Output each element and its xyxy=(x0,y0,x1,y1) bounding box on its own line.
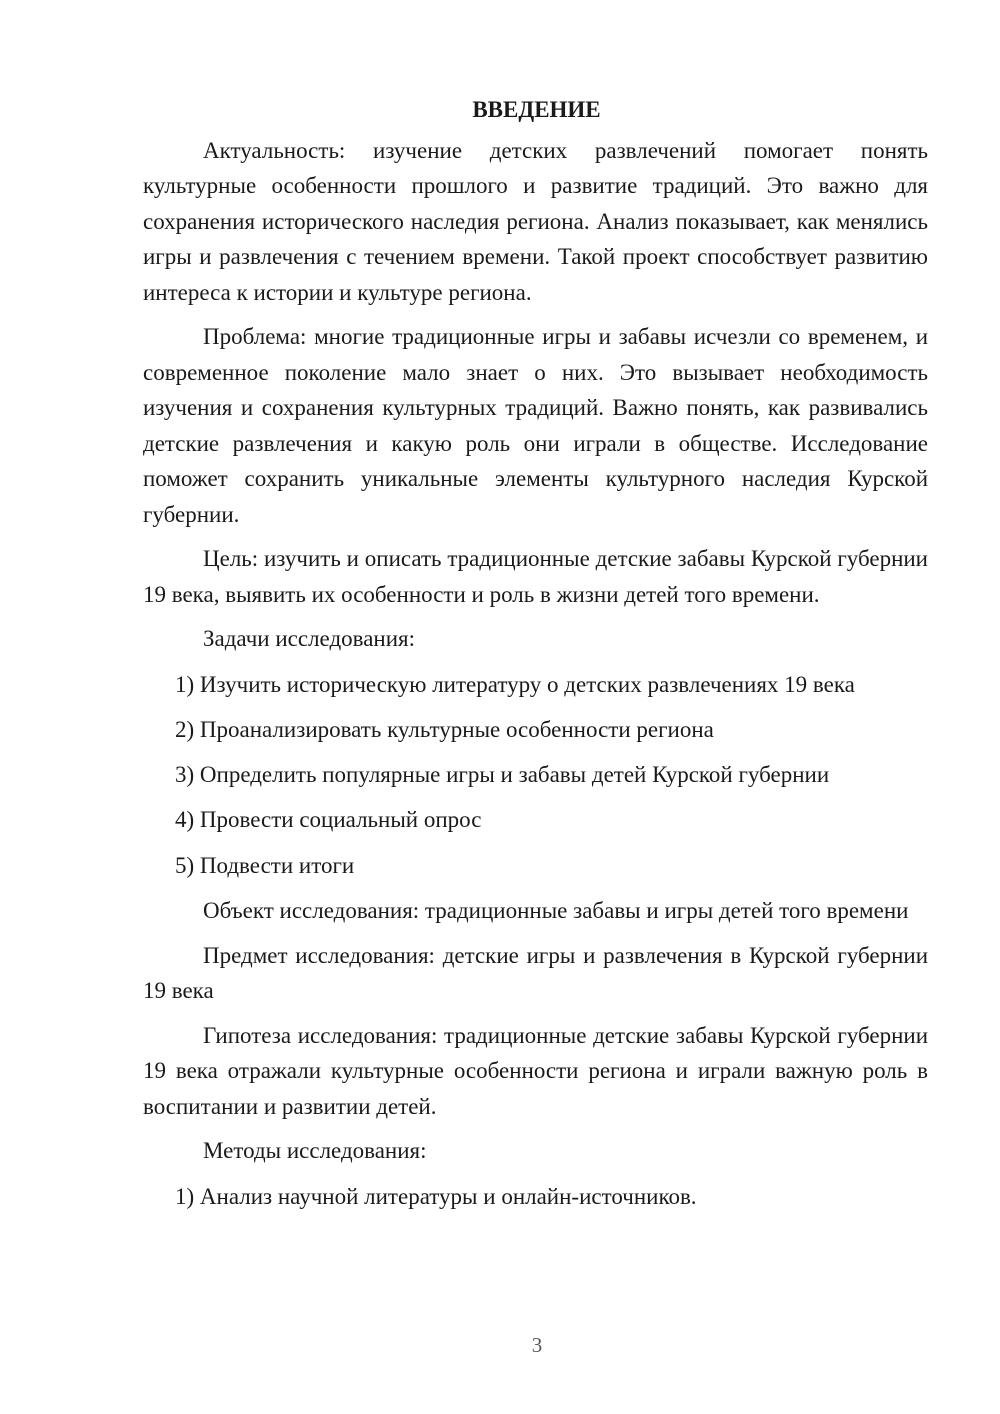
list-item: 1) Изучить историческую литературу о детских развлечениях 19 века xyxy=(175,671,855,697)
goal-paragraph: Цель: изучить и описать традиционные детские забавы Курской губернии 19 века, выявить их особенности и роль в жизни детей того времени. xyxy=(143,546,928,607)
object-paragraph: Объект исследования: традиционные забавы и игры детей того времени xyxy=(203,898,909,924)
document-page xyxy=(143,92,928,1224)
methods-heading: Методы исследования: xyxy=(203,1138,427,1164)
subject-paragraph: Предмет исследования: детские игры и развлечения в Курской губернии 19 века xyxy=(143,942,928,1004)
page-number: 3 xyxy=(531,1333,543,1357)
list-item: 1) Анализ научной литературы и онлайн-источников. xyxy=(175,1183,697,1209)
hypothesis-paragraph: Гипотеза исследования: традиционные детские забавы Курской губернии 19 века отражали культурные особенности региона и играли важную роль в воспитании и развитии детей. xyxy=(143,1022,928,1119)
list-item: 4) Провести социальный опрос xyxy=(175,807,482,833)
section-title: ВВЕДЕНИЕ xyxy=(472,97,601,122)
tasks-heading: Задачи исследования: xyxy=(203,626,416,651)
list-item: 3) Определить популярные игры и забавы детей Курской губернии xyxy=(175,762,830,788)
tasks-list xyxy=(143,667,928,884)
list-item: 5) Подвести итоги xyxy=(175,852,355,878)
methods-list xyxy=(143,1179,928,1215)
problem-paragraph: Проблема: многие традиционные игры и забавы исчезли со временем, и современное поколение мало знает о них. Это вызывает необходимость изучения и сохранения культурных традиций. Важно понять, как развивались детские развлечения и какую роль они играли в обществе. Исследование поможет сохранить уникальные элементы культурного наследия Курской губернии. xyxy=(143,324,928,527)
relevance-paragraph: Актуальность: изучение детских развлечений помогает понять культурные особенности прошлого и развитие традиций. Это важно для сохранения исторического наследия региона. Анализ показывает, как менялись игры и развлечения с течением времени. Такой проект способствует развитию интереса к истории и культуре региона. xyxy=(143,137,928,305)
list-item: 2) Проанализировать культурные особенности региона xyxy=(175,716,714,742)
